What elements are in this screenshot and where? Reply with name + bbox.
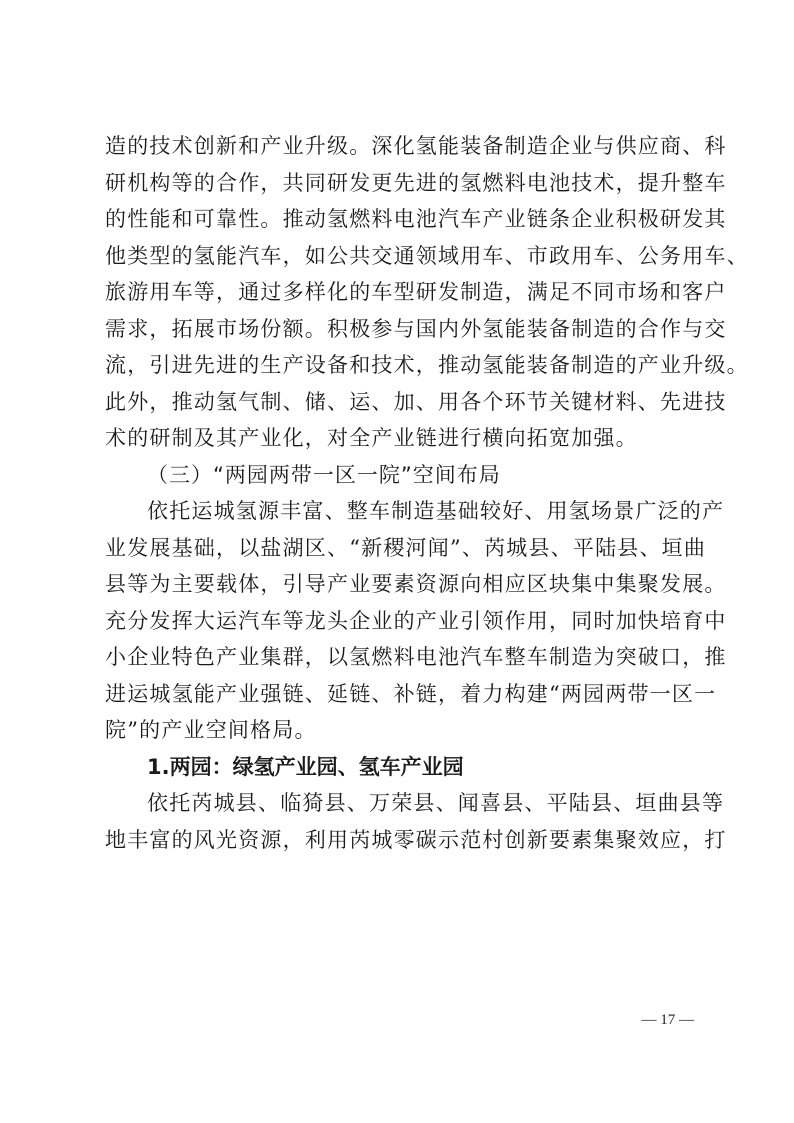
text-line: 进运城氢能产业强链、延链、补链，着力构建“两园两带一区一 (105, 681, 717, 706)
text-line: 流，引进先进的生产设备和技术，推动氢能装备制造的产业升级。 (105, 353, 749, 377)
text-line: 依托运城氢源丰富、整车制造基础较好、用氢场景广泛的产 (147, 499, 725, 523)
section-heading: （三）“两园两带一区一院”空间布局 (147, 462, 501, 487)
text-line: 县等为主要载体，引导产业要素资源向相应区块集中集聚发展。 (105, 572, 727, 596)
paragraph-1 (105, 128, 749, 457)
document-body (105, 128, 749, 858)
text-line: 术的研制及其产业化，对全产业链进行横向拓宽加强。 (105, 426, 638, 450)
text-line: 旅游用车等，通过多样化的车型研发制造，满足不同市场和客户 (105, 280, 727, 304)
text-line: 造的技术创新和产业升级。深化氢能装备制造企业与供应商、科 (105, 134, 727, 158)
text-line: 院”的产业空间格局。 (105, 718, 317, 742)
text-line: 他类型的氢能汽车，如公共交通领域用车、市政用车、公务用车、 (105, 243, 749, 268)
text-line: 需求，拓展市场份额。积极参与国内外氢能装备制造的合作与交 (105, 316, 727, 341)
text-line: 此外，推动氢气制、储、运、加、用各个环节关键材料、先进技 (105, 389, 727, 414)
text-line: 充分发挥大运汽车等龙头企业的产业引领作用，同时加快培育中 (105, 608, 727, 633)
page-number: — 17 — (641, 1012, 694, 1028)
text-line: 地丰富的风光资源，利用芮城零碳示范村创新要素集聚效应，打 (105, 827, 727, 852)
text-line: 业发展基础，以盐湖区、“新稷河闻”、芮城县、平陆县、垣曲 (105, 535, 707, 560)
paragraph-2 (105, 493, 727, 749)
text-line: 的性能和可靠性。推动氢燃料电池汽车产业链条企业积极研发其 (105, 207, 727, 231)
text-line: 依托芮城县、临猗县、万荣县、闻喜县、平陆县、垣曲县等 (147, 791, 725, 815)
text-line: 研机构等的合作，共同研发更先进的氢燃料电池技术，提升整车 (105, 170, 727, 195)
text-line: 小企业特色产业集群，以氢燃料电池汽车整车制造为突破口，推 (105, 645, 727, 669)
subsection-heading: 1.两园：绿氢产业园、氢车产业园 (147, 754, 464, 779)
paragraph-3 (105, 785, 727, 858)
